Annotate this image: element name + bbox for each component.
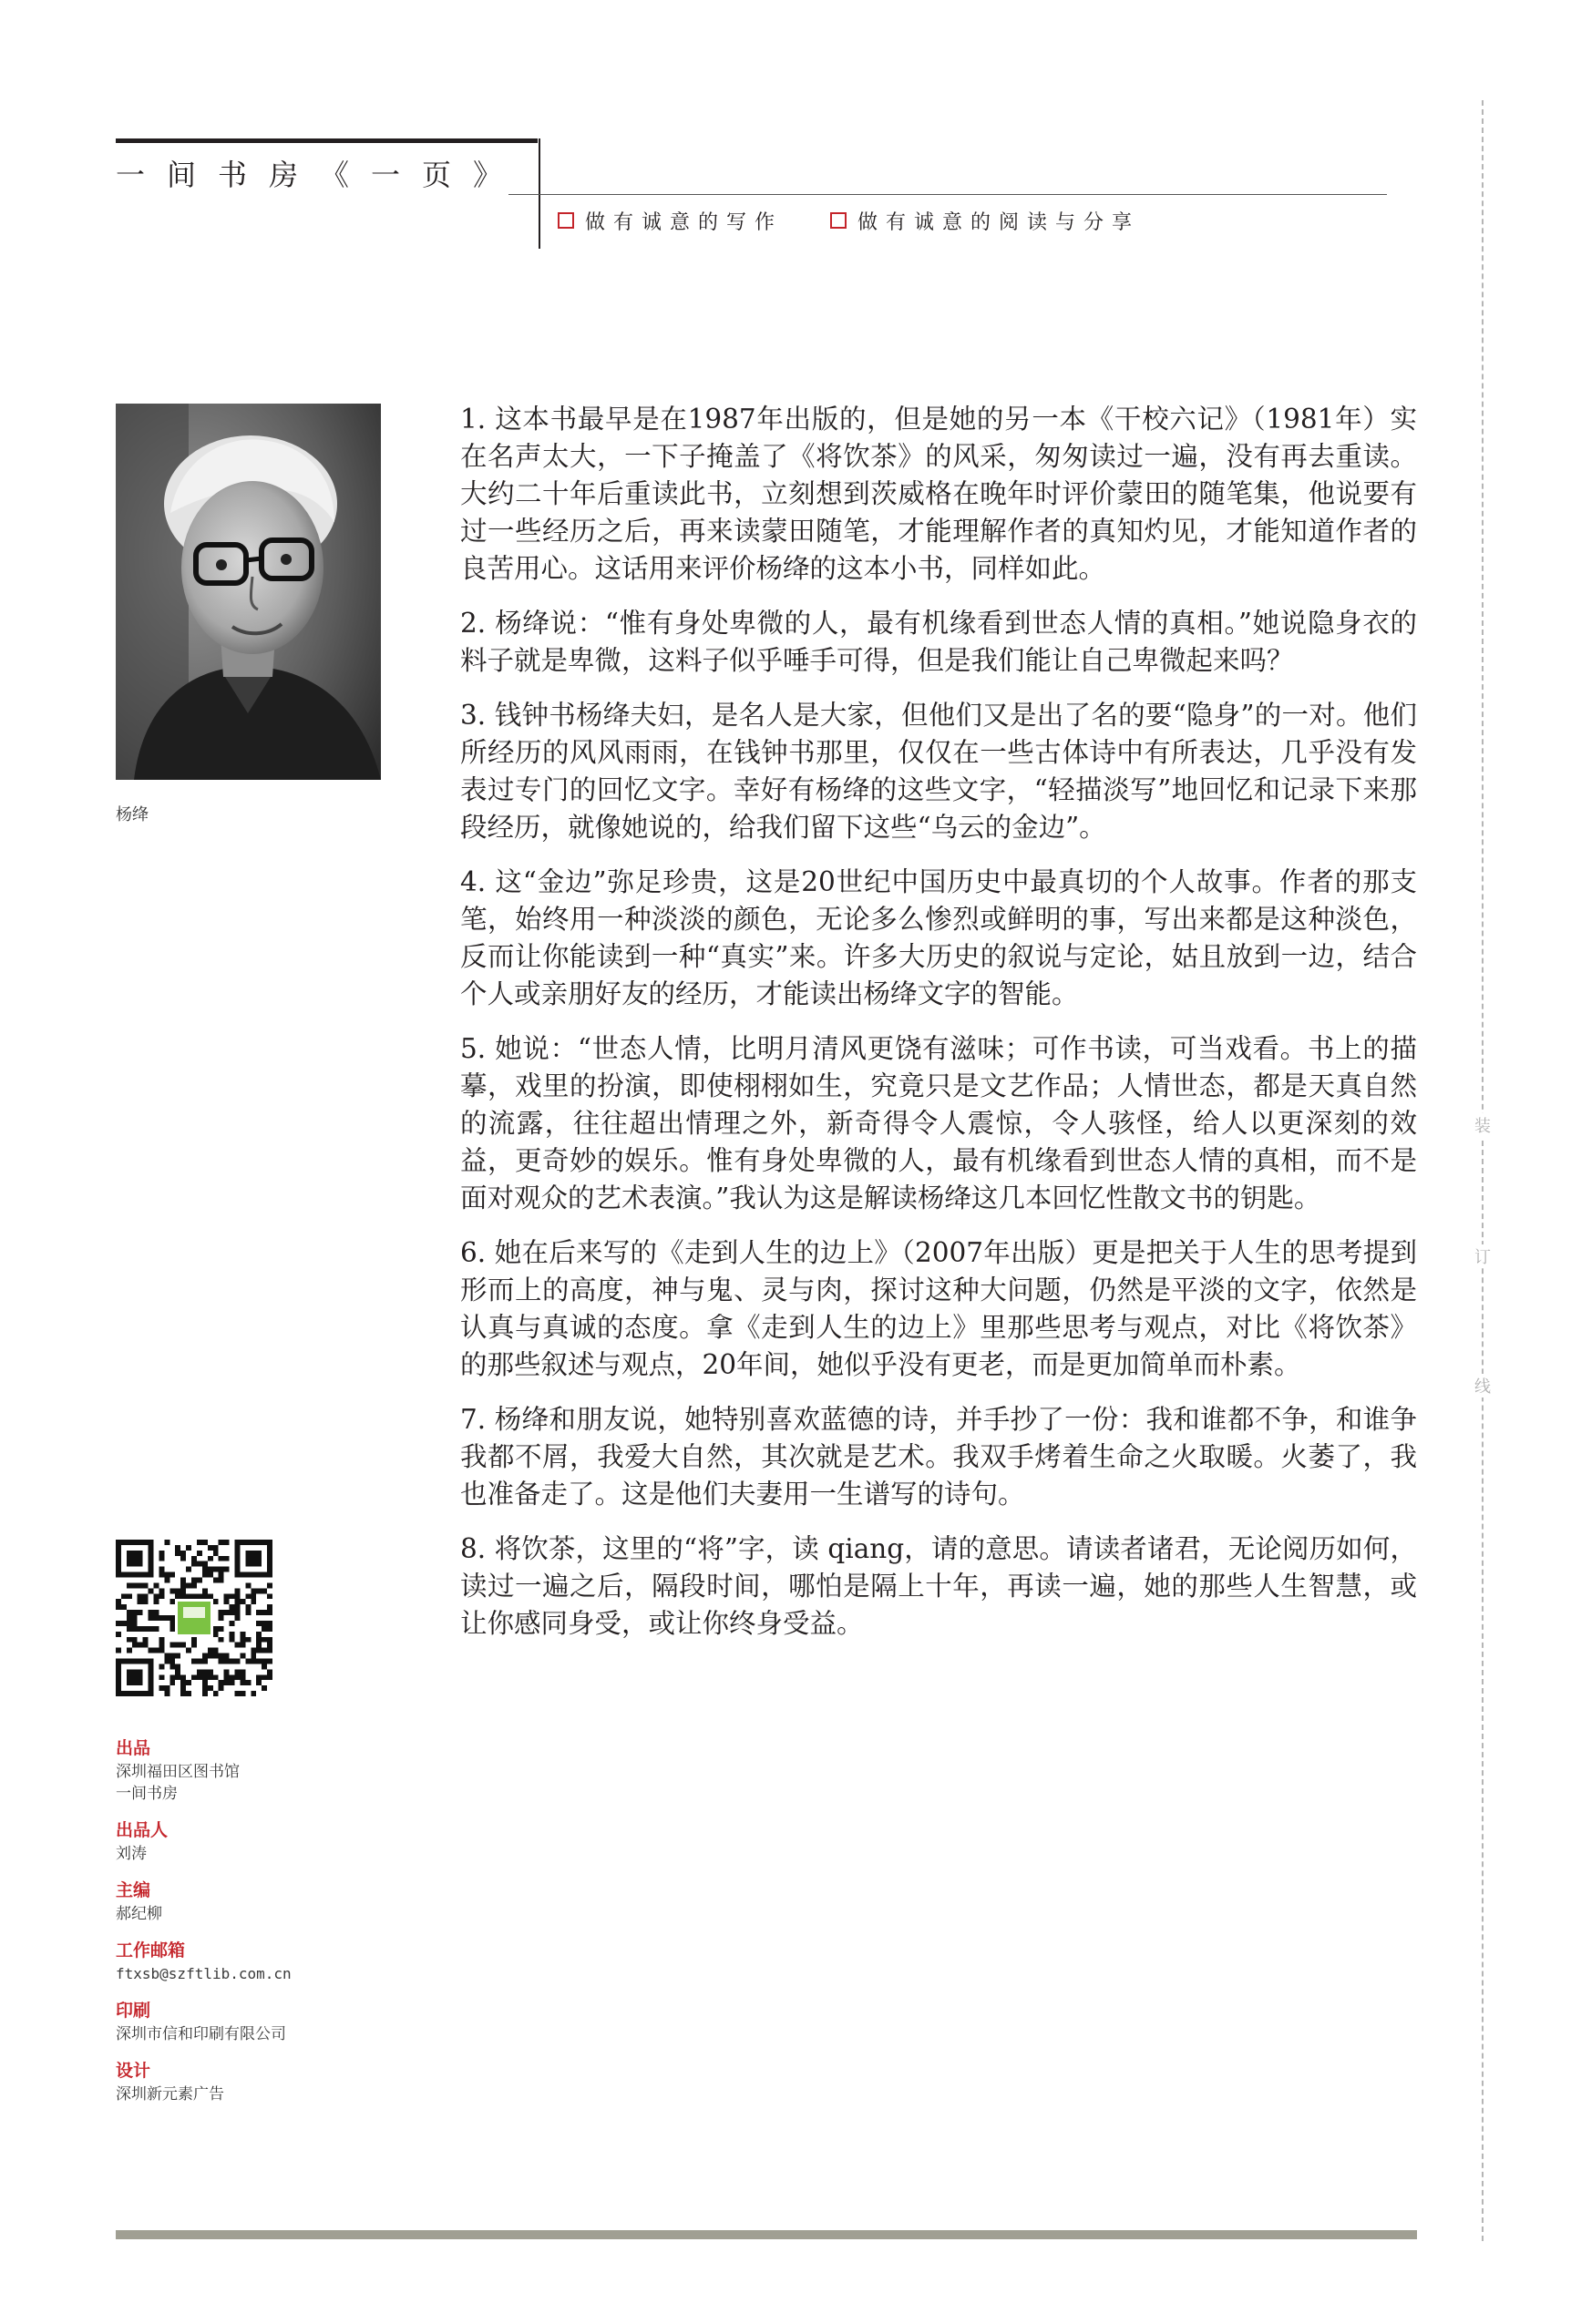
article-body [460,401,1417,1660]
paragraph: 4. 这“金边”弥足珍贵，这是20世纪中国历史中最真切的个人故事。作者的那支笔，始终用一种淡淡的颜色，无论多么惨烈或鲜明的事，写出来都是这种淡色，反而让你能读到一种“真实”来。许多大历史的叙说与定论，姑且放到一边，结合个人或亲朋好友的经历，才能读出杨绛文字的智能。 [460,866,1417,1009]
checkbox-square-icon [830,212,847,229]
slogan-writing [558,207,783,235]
credit-label: 出品 [116,1738,151,1758]
header-slogans [558,202,1140,239]
credit-value: 深圳市信和印刷有限公司 [116,2025,286,2043]
qr-code-icon [116,1540,272,1696]
slogan-reading [830,207,1140,235]
paragraph: 3. 钱钟书杨绛夫妇，是名人是大家，但他们又是出了名的要“隐身”的一对。他们所经历的风风雨雨，在钱钟书那里，仅仅在一些古体诗中有所表达，几乎没有发表过专门的回忆文字。幸好有杨绛的这些文字，“轻描淡写”地回忆和记录下来那段经历，就像她说的，给我们留下这些“乌云的金边”。 [460,700,1417,843]
credit-value: 深圳新元素广告 [116,2085,224,2104]
binding-dashed-line [1482,100,1484,2241]
footer-rule [116,2230,1417,2239]
credit-label: 设计 [116,2061,151,2081]
portrait-photo [116,404,381,780]
credit-value: 郝纪柳 [116,1905,162,1923]
credit-item [116,1938,416,1985]
slogan-label: 做有诚意的写作 [585,210,784,234]
paragraph: 2. 杨绛说：“惟有身处卑微的人，最有机缘看到世态人情的真相。”她说隐身衣的料子就是卑微，这料子似乎唾手可得，但是我们能让自己卑微起来吗？ [460,608,1417,676]
credit-label: 工作邮箱 [116,1940,186,1961]
photo-caption: 杨绛 [116,805,149,824]
email-value[interactable]: ftxsb@szftlib.com.cn [116,1965,292,1982]
credit-item [116,2058,416,2105]
credit-item [116,1878,416,1925]
slogan-label: 做有诚意的阅读与分享 [857,210,1141,234]
credit-item [116,1735,416,1805]
paragraph: 5. 她说：“世态人情，比明月清风更饶有滋味；可作书读，可当戏看。书上的描摹，戏里的扮演，即使栩栩如生，究竟只是文艺作品；人情世态，都是天真自然的流露，往往超出情理之外，新奇得令人震惊，令人骇怪，给人以更深刻的效益，更奇妙的娱乐。惟有身处卑微的人，最有机缘看到世态人情的真相，而不是面对观众的艺术表演。”我认为这是解读杨绛这几本回忆性散文书的钥匙。 [460,1033,1417,1213]
binding-mark: 装 [1469,1113,1496,1137]
paragraph: 7. 杨绛和朋友说，她特别喜欢蓝德的诗，并手抄了一份：我和谁都不争，和谁争我都不屑，我爱大自然，其次就是艺术。我双手烤着生命之火取暖。火萎了，我也准备走了。这是他们夫妻用一生谱写的诗句。 [460,1404,1417,1510]
credit-label: 出品人 [116,1820,169,1840]
credit-value: 刘涛 [116,1845,147,1863]
credit-label: 主编 [116,1880,151,1900]
credit-value: 一间书房 [116,1785,178,1803]
header-divider-horizontal [508,194,1387,195]
paragraph: 6. 她在后来写的《走到人生的边上》（2007年出版）更是把关于人生的思考提到形而上的高度，神与鬼、灵与肉，探讨这种大问题，仍然是平淡的文字，依然是认真与真诚的态度。拿《走到人生的边上》里那些思考与观点，对比《将饮茶》的那些叙述与观点，20年间，她似乎没有更老，而是更加简单而朴素。 [460,1237,1417,1380]
credit-item [116,1817,416,1865]
binding-mark: 订 [1469,1244,1496,1268]
header-top-rule [116,138,538,143]
credit-item [116,1998,416,2045]
checkbox-square-icon [558,212,574,229]
credit-value: 深圳福田区图书馆 [116,1763,240,1781]
paragraph: 8. 将饮茶，这里的“将”字，读 qiang，请的意思。请读者诸君，无论阅历如何，读过一遍之后，隔段时间，哪怕是隔上十年，再读一遍，她的那些人生智慧，或让你感同身受，或让你终身受益。 [460,1533,1417,1639]
column-title: 一间书房《一页》 [116,158,525,192]
paragraph: 1. 这本书最早是在1987年出版的，但是她的另一本《干校六记》（1981年）实在名声太大，一下子掩盖了《将饮茶》的风采，匆匆读过一遍，没有再去重读。大约二十年后重读此书，立刻想到茨威格在晚年时评价蒙田的随笔集，他说要有过一些经历之后，再来读蒙田随笔，才能理解作者的真知灼见，才能知道作者的良苦用心。这话用来评价杨绛的这本小书，同样如此。 [460,404,1417,584]
credits-block [116,1735,416,2118]
credit-label: 印刷 [116,2001,151,2021]
binding-mark: 线 [1469,1374,1496,1397]
